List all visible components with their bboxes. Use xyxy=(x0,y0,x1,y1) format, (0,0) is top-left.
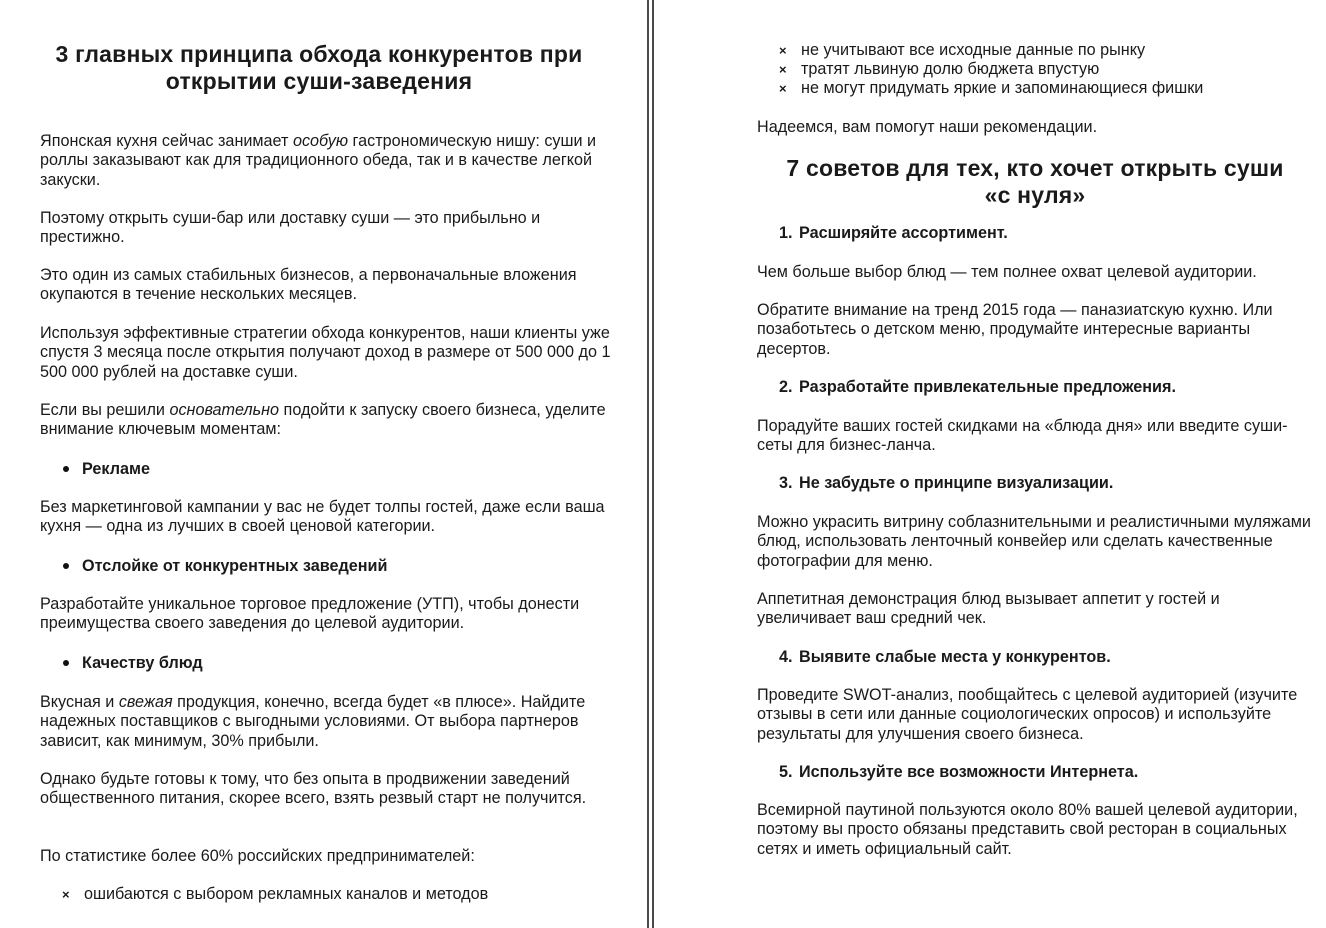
tip-heading: 2. Разработайте привлекательные предложения. xyxy=(779,378,1176,396)
paragraph: Разработайте уникальное торговое предложение (УТП), чтобы донести преимущества своего заведения до целевой аудитории. xyxy=(40,595,580,633)
paragraph: Поэтому открыть суши-бар или доставку суши — это прибыльно и престижно. xyxy=(40,209,541,247)
intro-paragraph: Японская кухня сейчас занимает особую гастрономическую нишу: суши и роллы заказывают как для традиционного обеда, так и в качестве легкой закуски. xyxy=(40,132,597,189)
paragraph: Однако будьте готовы к тому, что без опыта в продвижении заведений общественного питания, скорее всего, взять резвый старт не получится. xyxy=(40,770,587,808)
list-item: × ошибаются с выбором рекламных каналов и методов xyxy=(62,885,489,903)
paragraph: Можно украсить витрину соблазнительными и реалистичными муляжами блюд, использовать ленточный конвейер или сделать качественные фотографии для меню. xyxy=(757,513,1311,570)
list-item: × не могут придумать яркие и запоминающиеся фишки xyxy=(779,79,1204,97)
paragraph: Надеемся, вам помогут наши рекомендации. xyxy=(757,118,1098,136)
paragraph: По статистике более 60% российских предпринимателей: xyxy=(40,847,475,865)
paragraph: Обратите внимание на тренд 2015 года — паназиатскую кухню. Или позаботьтесь о детском меню, продумайте интересные варианты десертов. xyxy=(757,301,1273,358)
right-page xyxy=(657,0,1326,928)
x-mark-icon: × xyxy=(779,62,787,77)
paragraph: Если вы решили основательно подойти к запуску своего бизнеса, уделите внимание ключевым моментам: xyxy=(40,401,606,439)
paragraph: Вкусная и свежая продукция, конечно, всегда будет «в плюсе». Найдите надежных поставщиков с выгодными условиями. От выбора партнеров зависит, как минимум, 30% прибыли. xyxy=(40,693,586,750)
list-item: × тратят львиную долю бюджета впустую xyxy=(779,60,1100,78)
section-title: 7 советов для тех, кто хочет открыть суши «с нуля» xyxy=(786,155,1284,208)
x-mark-icon: × xyxy=(779,81,787,96)
paragraph: Чем больше выбор блюд — тем полнее охват целевой аудитории. xyxy=(757,263,1257,281)
bullet-dot-icon xyxy=(63,660,69,666)
paragraph: Аппетитная демонстрация блюд вызывает аппетит у гостей и увеличивает ваш средний чек. xyxy=(757,590,1220,628)
list-item: Рекламе xyxy=(63,460,603,479)
page-divider xyxy=(645,0,657,928)
x-mark-icon: × xyxy=(62,887,70,902)
x-mark-icon: × xyxy=(779,43,787,58)
paragraph: Проведите SWOT-анализ, пообщайтесь с целевой аудиторией (изучите отзывы в сети или данные социологических опросов) и используйте результаты для улучшения своего бизнеса. xyxy=(757,686,1298,743)
list-item: Отслойке от конкурентных заведений xyxy=(63,557,603,576)
paragraph: Без маркетинговой кампании у вас не будет толпы гостей, даже если ваша кухня — одна из лучших в своей ценовой категории. xyxy=(40,498,605,536)
paragraph: Используя эффективные стратегии обхода конкурентов, наши клиенты уже спустя 3 месяца после открытия получают доход в размере от 500 000 до 1 500 000 рублей на доставке суши. xyxy=(40,324,611,381)
tip-heading: 5. Используйте все возможности Интернета. xyxy=(779,763,1139,781)
list-item: Качеству блюд xyxy=(63,654,603,673)
paragraph: Всемирной паутиной пользуются около 80% вашей целевой аудитории, поэтому вы просто обязаны представить свой ресторан в социальных сетях и иметь официальный сайт. xyxy=(757,801,1298,858)
tip-heading: 4. Выявите слабые места у конкурентов. xyxy=(779,648,1111,666)
bullet-dot-icon xyxy=(63,563,69,569)
left-page xyxy=(0,0,645,928)
tip-heading: 3. Не забудьте о принципе визуализации. xyxy=(779,474,1114,492)
page-title: 3 главных принципа обхода конкурентов при открытии суши-заведения xyxy=(55,41,583,94)
paragraph: Порадуйте ваших гостей скидками на «блюда дня» или введите суши-сеты для бизнес-ланча. xyxy=(757,417,1288,455)
tip-heading: 1. Расширяйте ассортимент. xyxy=(779,224,1008,242)
list-item: × не учитывают все исходные данные по рынку xyxy=(779,41,1146,59)
paragraph: Это один из самых стабильных бизнесов, а первоначальные вложения окупаются в течение нескольких месяцев. xyxy=(40,266,577,304)
bullet-dot-icon xyxy=(63,466,69,472)
